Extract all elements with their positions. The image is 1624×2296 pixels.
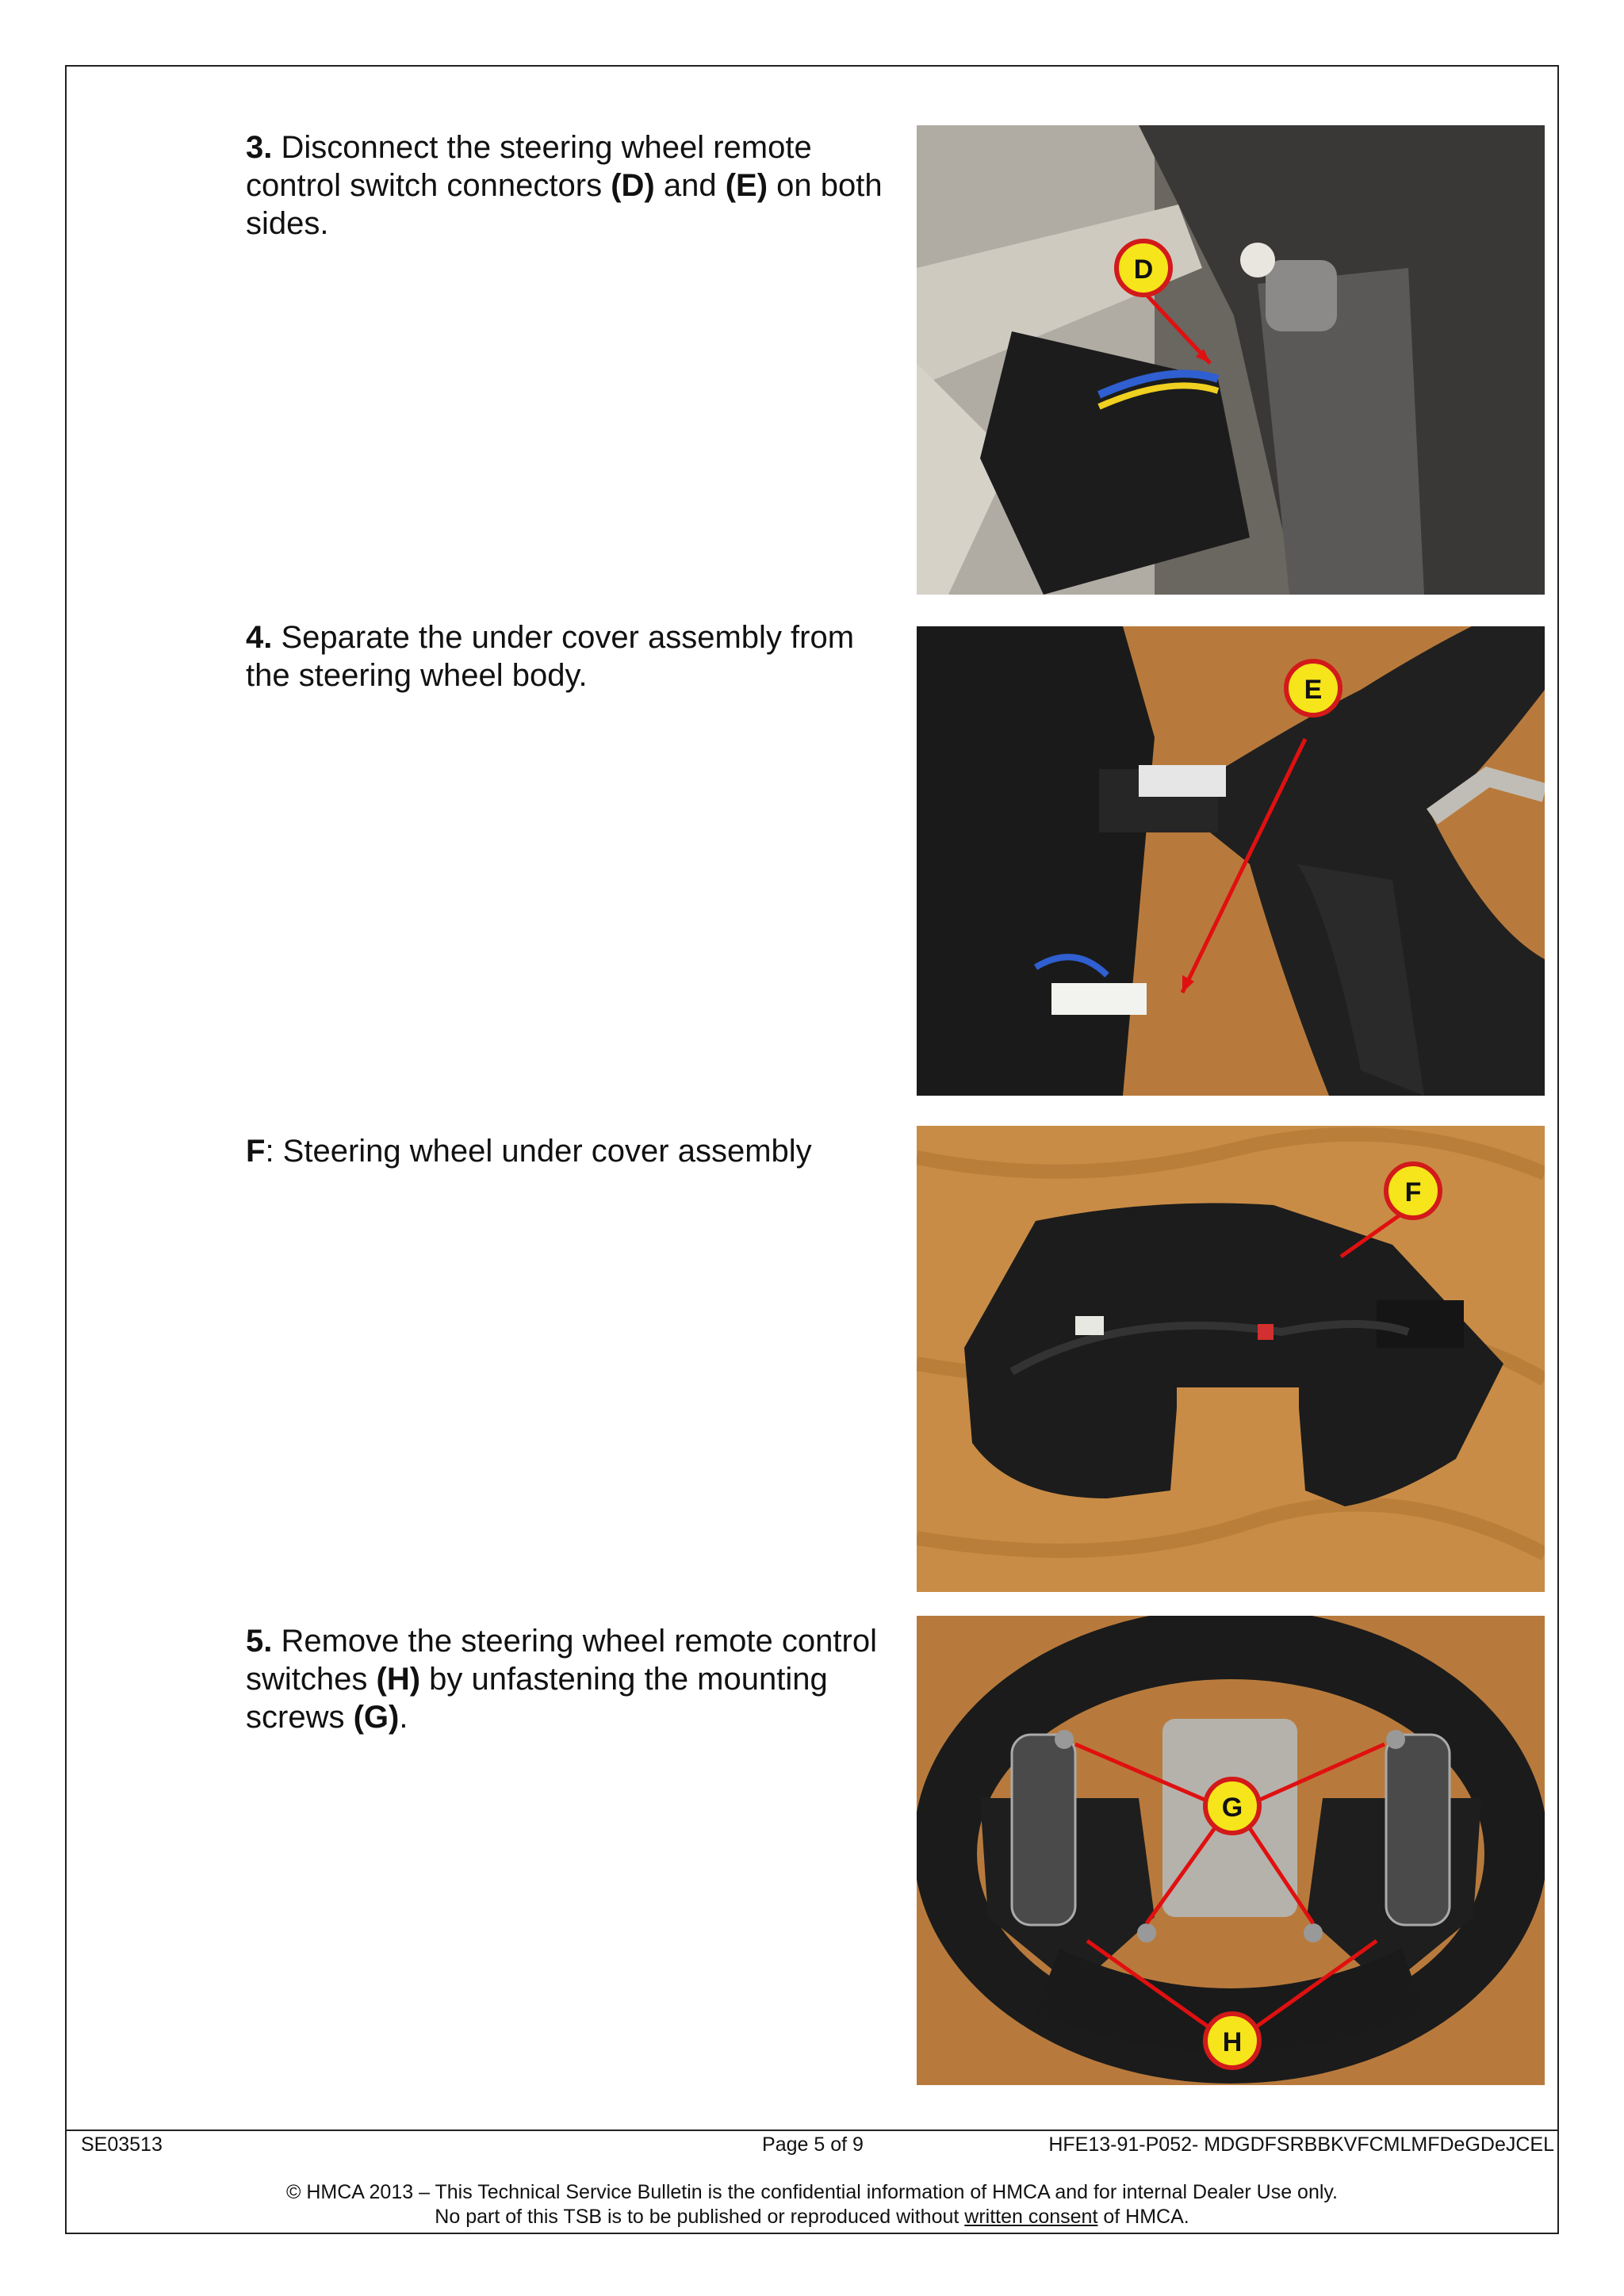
f-caption: F: Steering wheel under cover assembly <box>246 1134 812 1169</box>
callout-h: H <box>1222 2027 1243 2057</box>
callout-g: G <box>1221 1793 1243 1823</box>
photo-connector-d <box>917 125 1545 595</box>
step-4-text: 4. Separate the under cover assembly from the steering wheel body. <box>246 620 855 693</box>
step-3-text: 3. Disconnect the steering wheel remote control switch connectors (D) and (E) on both sides. <box>246 130 883 241</box>
callout-d: D <box>1133 254 1154 285</box>
callout-f: F <box>1404 1177 1422 1207</box>
step-number: 5. <box>246 1624 273 1659</box>
photo-connector-e <box>917 626 1545 1096</box>
footer-tsb-code: HFE13-91-P052- MDGDFSRBBKVFCMLMFDeGDeJCEL <box>1048 2133 1554 2156</box>
footer-divider <box>65 2130 1559 2131</box>
footer-doc-id: SE03513 <box>81 2133 163 2156</box>
photo-steering-wheel-switches <box>917 1616 1545 2085</box>
f-letter: F <box>246 1134 266 1169</box>
photo-under-cover-f <box>917 1126 1545 1592</box>
step-number: 3. <box>246 130 273 165</box>
step-number: 4. <box>246 620 273 655</box>
step-5-text: 5. Remove the steering wheel remote control switches (H) by unfastening the mounting screws (G). <box>246 1624 877 1735</box>
footer-page-number: Page 5 of 9 <box>762 2133 864 2156</box>
copyright-notice: © HMCA 2013 – This Technical Service Bulletin is the confidential information of HMCA and for internal Dealer Use only. No part of this TSB is to be published or reproduced without written consent of HMCA. <box>285 2181 1338 2228</box>
callout-e: E <box>1304 675 1323 705</box>
